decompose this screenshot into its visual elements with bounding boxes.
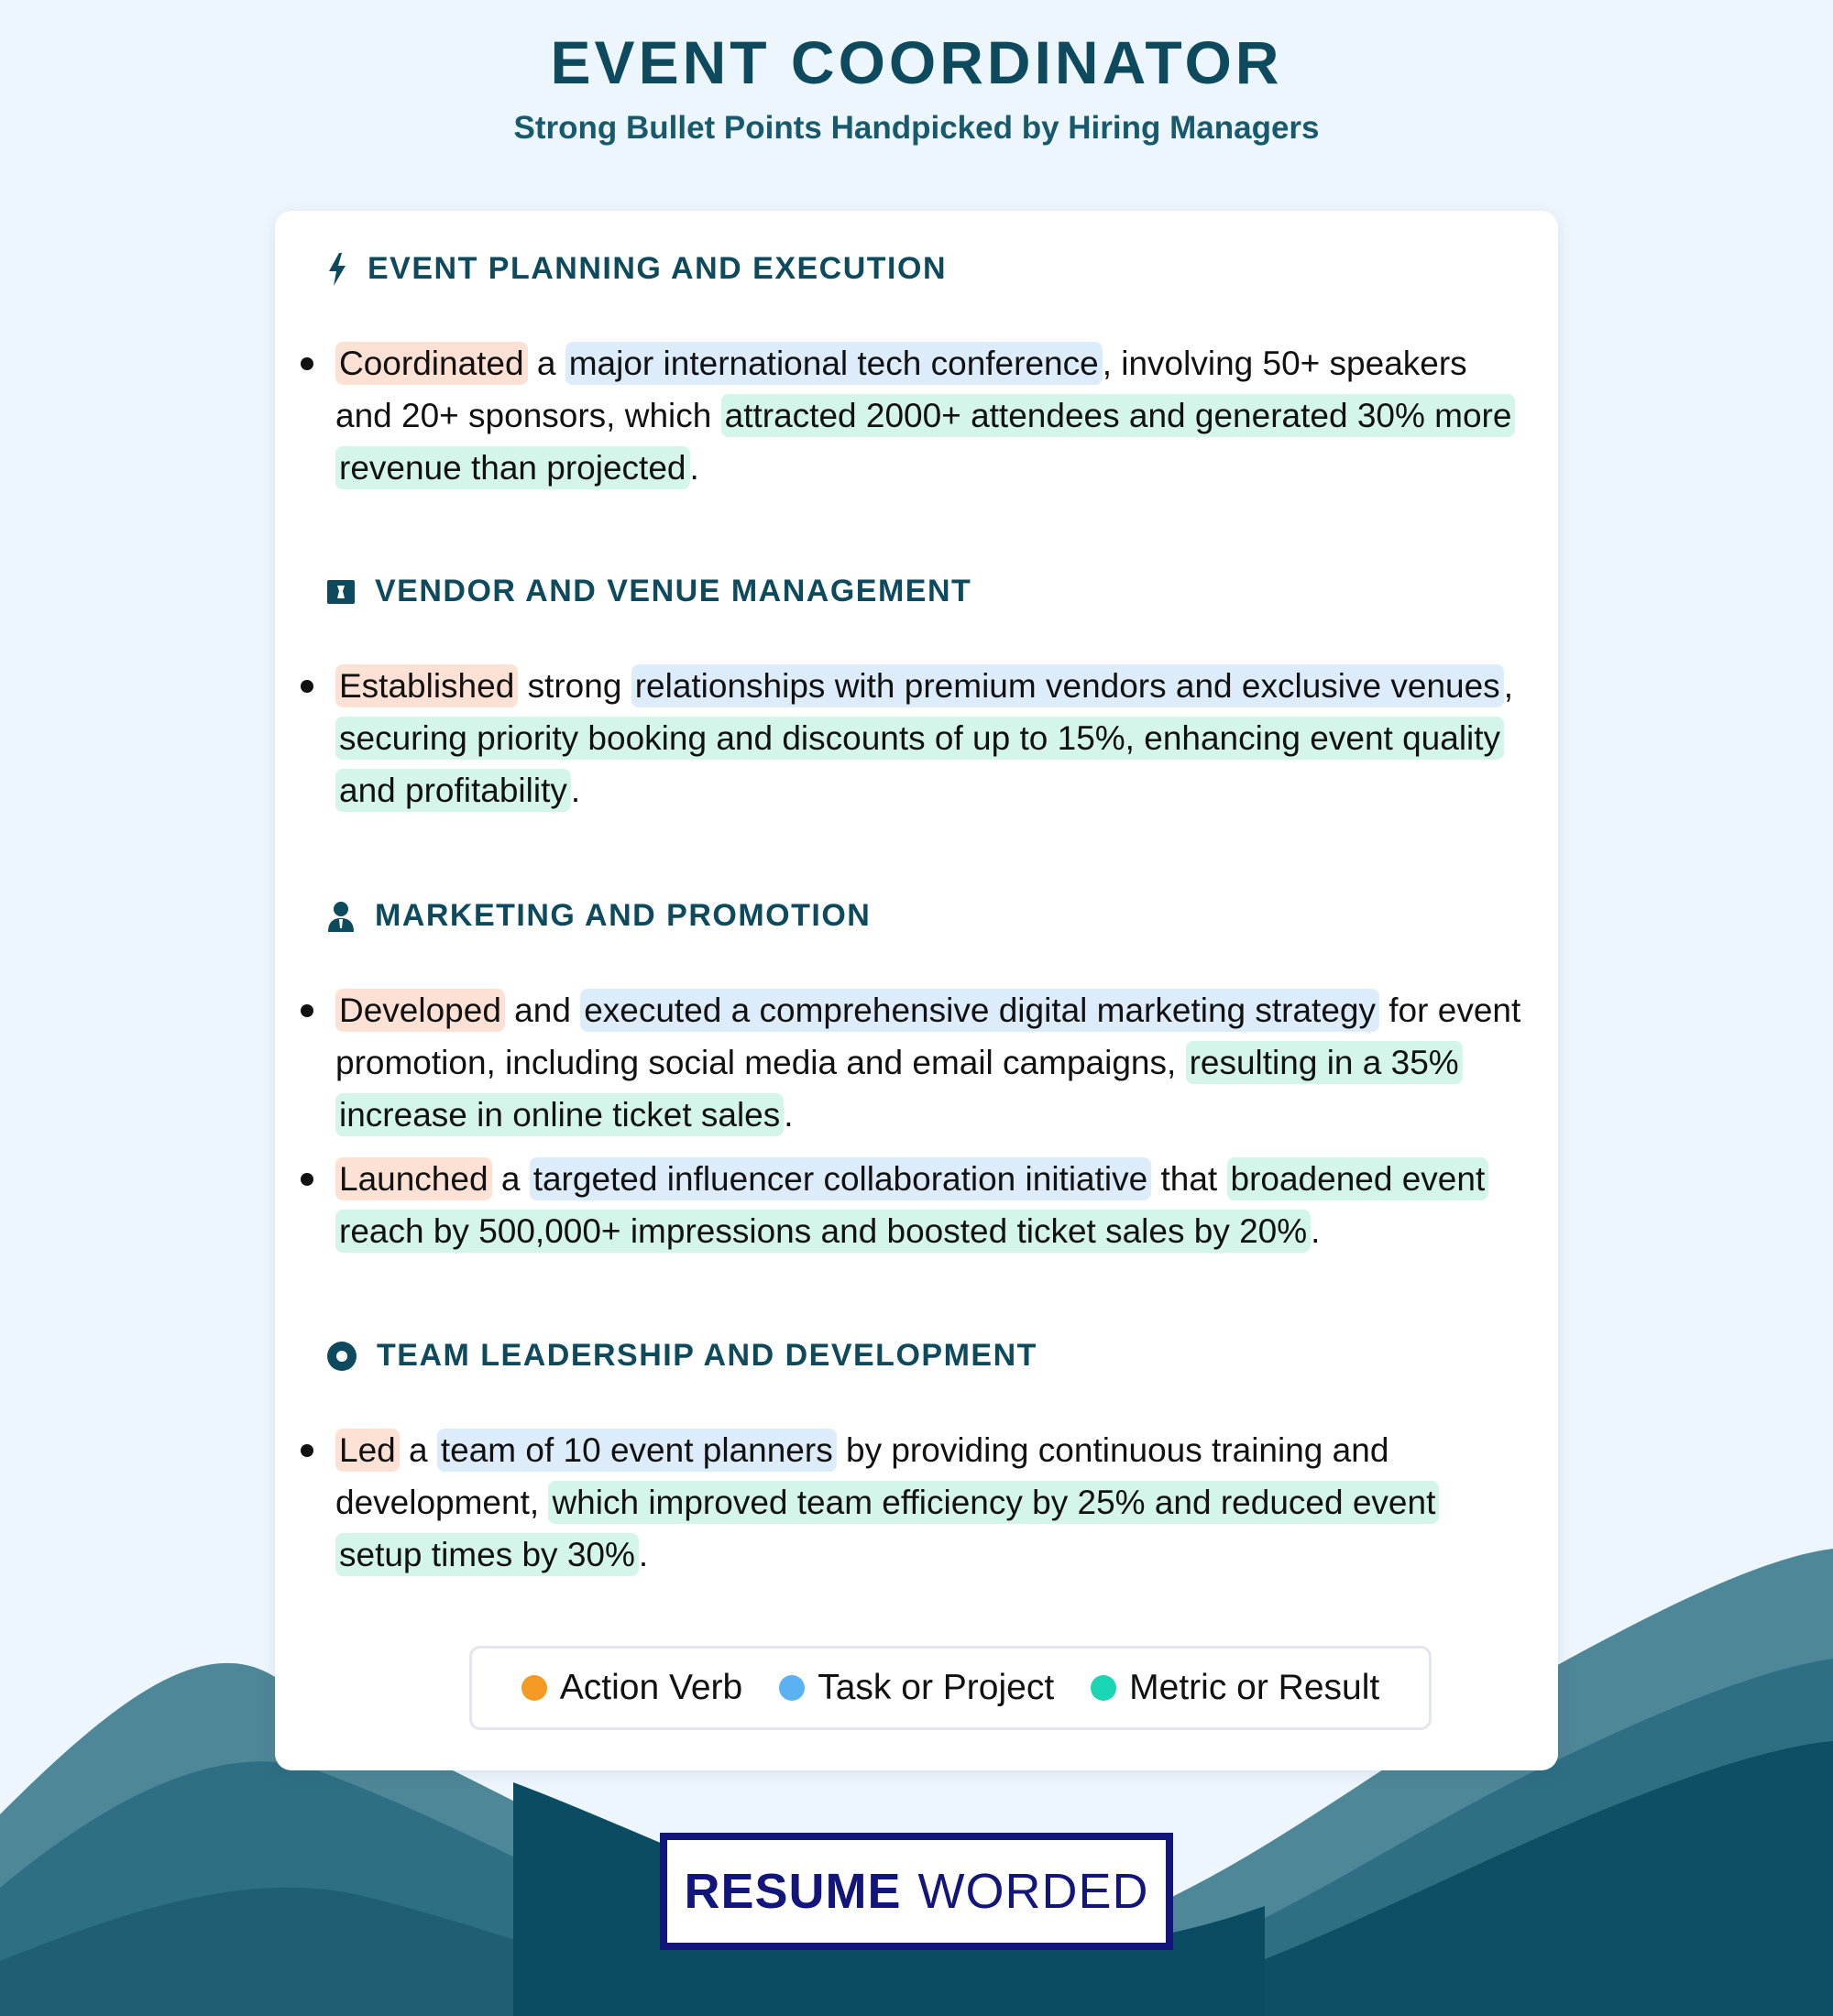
section-heading-text: VENDOR AND VENUE MANAGEMENT <box>375 574 972 608</box>
legend-dot <box>521 1675 547 1701</box>
logo-word-worded: WORDED <box>917 1864 1149 1919</box>
person-icon <box>327 901 355 932</box>
plain-text: , <box>1503 667 1513 705</box>
highlight-metric: resulting in a 35% increase in online ticket sales <box>335 1041 1463 1136</box>
plain-text: by providing continuous training and development, <box>335 1431 1389 1521</box>
highlight-verb: Established <box>335 664 518 707</box>
bullet-list <box>335 984 1527 1269</box>
legend-label: Metric or Result <box>1129 1668 1380 1707</box>
highlight-task: targeted influencer collaboration initiative <box>530 1157 1152 1200</box>
bullet-dot <box>301 1004 313 1017</box>
highlight-verb: Led <box>335 1429 400 1472</box>
legend-label: Task or Project <box>818 1668 1055 1707</box>
highlight-task: executed a comprehensive digital marketing strategy <box>580 989 1379 1032</box>
bullet-item <box>335 984 1527 1141</box>
handshake-icon <box>327 578 355 606</box>
bullet-list <box>335 337 1527 506</box>
bullet-dot <box>301 1444 313 1457</box>
bullet-points-card <box>275 211 1558 1770</box>
bullet-item <box>335 1424 1527 1581</box>
highlight-metric: which improved team efficiency by 25% and reduced event setup times by 30% <box>335 1481 1439 1576</box>
bullet-list <box>335 660 1527 828</box>
page-title: EVENT COORDINATOR <box>550 28 1283 96</box>
lightning-bolt-icon <box>327 253 347 286</box>
plain-text: . <box>570 772 581 809</box>
highlight-metric: broadened event reach by 500,000+ impressions and boosted ticket sales by 20% <box>335 1157 1488 1253</box>
bullet-text <box>335 337 1527 494</box>
highlight-verb: Coordinated <box>335 342 528 385</box>
plain-text: and <box>504 992 581 1029</box>
section-heading-team-leadership <box>327 1338 1037 1374</box>
bullet-text <box>335 1153 1527 1257</box>
plain-text: a <box>399 1431 437 1469</box>
target-circle-icon <box>327 1342 357 1371</box>
highlight-task: relationships with premium vendors and exclusive venues <box>631 664 1504 707</box>
resume-worded-logo <box>660 1833 1173 1950</box>
bullet-item <box>335 1153 1527 1257</box>
bullet-dot <box>301 357 313 370</box>
legend-item-action-verb <box>521 1668 742 1708</box>
plain-text: that <box>1151 1160 1227 1198</box>
legend-item-metric-result <box>1091 1668 1379 1708</box>
section-heading-text: MARKETING AND PROMOTION <box>375 898 872 933</box>
bullet-dot <box>301 680 313 693</box>
bullet-item <box>335 660 1527 816</box>
highlight-task: major international tech conference <box>565 342 1103 385</box>
highlight-verb: Developed <box>335 989 505 1032</box>
legend-item-task-project <box>779 1668 1054 1708</box>
highlight-metric: attracted 2000+ attendees and generated 30% more revenue than projected <box>335 394 1515 489</box>
section-heading-vendor-venue <box>327 574 971 609</box>
plain-text: , involving 50+ speakers and 20+ sponsors, which <box>335 345 1467 434</box>
highlight-task: team of 10 event planners <box>437 1429 837 1472</box>
plain-text: strong <box>518 667 631 705</box>
section-heading-text: EVENT PLANNING AND EXECUTION <box>368 251 948 286</box>
highlight-legend <box>469 1646 1432 1730</box>
highlight-verb: Launched <box>335 1157 492 1200</box>
bullet-item <box>335 337 1527 494</box>
logo-word-resume: RESUME <box>684 1864 902 1919</box>
plain-text: . <box>1311 1212 1321 1250</box>
plain-text: a <box>527 345 565 382</box>
bullet-text <box>335 660 1527 816</box>
bullet-list <box>335 1424 1527 1593</box>
plain-text: . <box>689 449 699 487</box>
plain-text: a <box>491 1160 530 1198</box>
bullet-text <box>335 1424 1527 1581</box>
legend-dot <box>779 1675 805 1701</box>
legend-dot <box>1091 1675 1116 1701</box>
legend-label: Action Verb <box>559 1668 743 1707</box>
plain-text: . <box>784 1096 794 1134</box>
plain-text: for event promotion, including social media and email campaigns, <box>335 992 1521 1081</box>
page-subtitle: Strong Bullet Points Handpicked by Hiring Managers <box>513 110 1320 146</box>
section-heading-event-planning <box>327 251 947 287</box>
plain-text: . <box>638 1536 649 1573</box>
section-heading-marketing <box>327 898 871 934</box>
bullet-dot <box>301 1173 313 1186</box>
highlight-metric: securing priority booking and discounts of up to 15%, enhancing event quality and profitability <box>335 717 1504 812</box>
bullet-text <box>335 984 1527 1141</box>
section-heading-text: TEAM LEADERSHIP AND DEVELOPMENT <box>377 1338 1037 1373</box>
